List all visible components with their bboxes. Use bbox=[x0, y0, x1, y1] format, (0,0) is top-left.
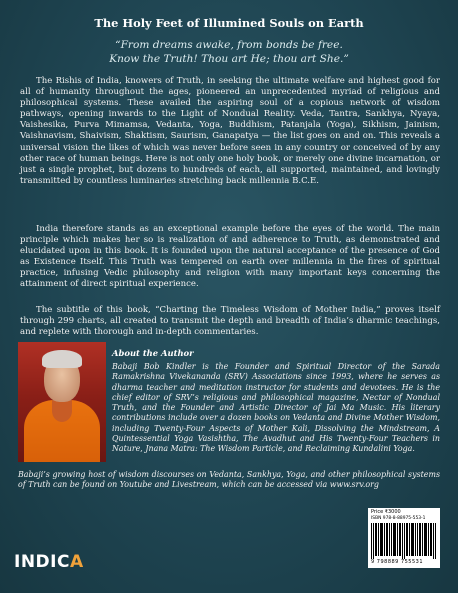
price-label: Price ₹3000 bbox=[371, 509, 401, 515]
author-talks: Babaji’s growing host of wisdom discourses on Vedanta, Sankhya, Yoga, and other philosophical systems of Truth can be found on Youtube and Livestream, which can be accessed via www.srv.org bbox=[18, 470, 440, 490]
publisher-logo bbox=[14, 552, 84, 572]
isbn-label: ISBN 978-8-88975-553-1 bbox=[371, 516, 426, 521]
epigraph-quote bbox=[0, 38, 458, 66]
quote-line-1: “From dreams awake, from bonds be free. bbox=[115, 39, 343, 51]
quote-line-2: Know the Truth! Thou art He; thou art She.” bbox=[109, 53, 349, 65]
barcode-graphic bbox=[371, 523, 437, 559]
paragraph-india: India therefore stands as an exceptional example before the eyes of the world. The main principle which makes her so is realization of and adherence to Truth, as demonstrated and elucidated upon in this book. It is founded upon the natural acceptance of the presence of God as Existence Itself. This Truth was tempered on earth over millennia in the fires of spiritual practice, infusing Vedic philosophy and religion with many important keys concerning the attainment of direct spiritual experience. bbox=[20, 224, 440, 290]
about-author-section bbox=[18, 362, 440, 491]
barcode-digits: 9 798889 755531 bbox=[371, 559, 424, 565]
isbn-barcode-label bbox=[368, 508, 440, 568]
logo-main: INDIC bbox=[14, 552, 70, 572]
logo-accent: A bbox=[69, 552, 84, 572]
cover-heading: The Holy Feet of Illumined Souls on Earth bbox=[94, 16, 364, 30]
photo-spacer bbox=[18, 362, 112, 466]
paragraph-subtitle: The subtitle of this book, “Charting the Timeless Wisdom of Mother India,” proves itself through 299 charts, all created to transmit the depth and breadth of India’s dharmic teachings, and replete with thorough and in-depth commentaries. bbox=[20, 305, 440, 338]
author-bio: Babaji Bob Kindler is the Founder and Spiritual Director of the Sarada Ramakrishna Vivekananda (SRV) Associations since 1993, where he serves as dharma teacher and meditation instructor for students and devotees. He is the chief editor of SRV’s religious and philosophical magazine, Nectar of Nondual Truth, and the Founder and Artistic Director of Jai Ma Music. His literary contributions include over a dozen books on Vedanta and Divine Mother Wisdom, including Twenty-Four Aspects of Mother Kali, Dissolving the Mindstream, A Quintessential Yoga Vasishtha, The Avadhut and His Twenty-Four Teachers in Nature, Jnana Matra: The Wisdom Particle, and Reclaiming Kundalini Yoga. bbox=[112, 362, 440, 454]
about-author-heading: About the Author bbox=[112, 348, 194, 358]
paragraph-rishis: The Rishis of India, knowers of Truth, in seeking the ultimate welfare and highest good for all of humanity throughout the ages, pioneered an unprecedented myriad of religious and philosophical systems. These availed the aspiring soul of a copious network of wisdom pathways, opening inwards to the Light of Nondual Reality. Veda, Tantra, Sankhya, Nyaya, Vaishesika, Purva Mimamsa, Vedanta, Yoga, Buddhism, Patanjala (Yoga), Sikhism, Jainism, Vaishnavism, Shaivism, Shaktism, Saurism, Ganapatya — the list goes on and on. This reveals a universal vision the likes of which was never before seen in any country or conceived of by any other race of human beings. Here is not only one holy book, or merely one divine incarnation, or just a single prophet, but dozens to hundreds of each, all supported, maintained, and lovingly transmitted by countless luminaries stretching back millennia B.C.E. bbox=[20, 76, 440, 186]
